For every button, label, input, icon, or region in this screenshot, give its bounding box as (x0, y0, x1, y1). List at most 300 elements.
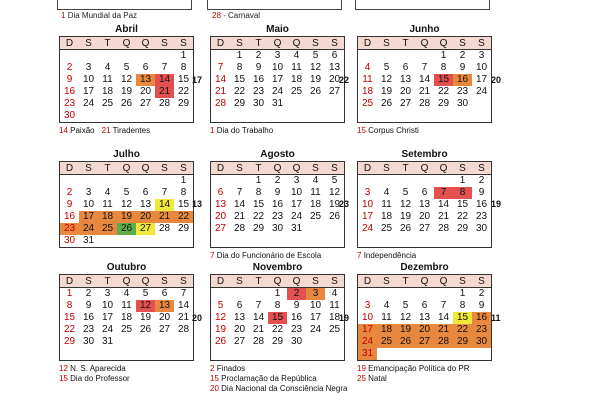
day-cell: 4 (383, 300, 390, 311)
weekday-header: T (396, 37, 415, 50)
day-cell: 5 (312, 50, 319, 61)
holiday-notes (210, 251, 345, 261)
day-cell: 23 (475, 211, 488, 222)
weekday-header: Q (434, 275, 453, 288)
holiday-note (357, 374, 492, 384)
holiday-note (59, 374, 194, 384)
day-cell: 12 (399, 312, 412, 323)
empty-day-cell (98, 175, 117, 188)
day-cell: 25 (361, 98, 374, 109)
day-cell: 20 (328, 74, 341, 85)
day-cell: 2 (478, 288, 485, 299)
empty-day-cell (136, 336, 155, 348)
holiday-note (59, 126, 95, 135)
month-maio (210, 24, 345, 136)
day-cell: 11 (362, 74, 373, 85)
day-cell: 12 (120, 74, 133, 85)
empty-day-cell (434, 288, 453, 301)
empty-day-cell (60, 348, 79, 360)
empty-day-cell (136, 235, 155, 247)
day-cell: 19 (120, 86, 133, 97)
month-dezembro (357, 262, 492, 384)
day-cell: 2 (478, 175, 485, 186)
day-cell: 15 (453, 312, 472, 324)
empty-day-cell (325, 336, 344, 348)
month-novembro (210, 262, 348, 394)
day-cell: 12 (328, 187, 341, 198)
empty-day-cell (434, 235, 453, 247)
day-cell: 23 (456, 86, 469, 97)
day-cell: 14 (214, 74, 227, 85)
day-cell: 18 (120, 312, 133, 323)
empty-day-cell (325, 223, 344, 235)
day-cell: 13 (233, 312, 246, 323)
day-cell: 20 (214, 211, 227, 222)
weekday-header: T (396, 162, 415, 175)
day-cell: 22 (177, 86, 190, 97)
day-cell: 17 (475, 74, 488, 85)
holiday-notes (357, 126, 492, 136)
weekday-header: T (396, 275, 415, 288)
day-cell: 29 (177, 223, 190, 234)
empty-day-cell (377, 235, 396, 247)
day-cell: 18 (98, 211, 117, 223)
empty-day-cell (415, 110, 434, 122)
holiday-day-number: 15 (59, 374, 68, 383)
day-cell: 7 (236, 187, 243, 198)
day-cell: 21 (177, 312, 190, 323)
day-cell: 27 (136, 223, 155, 235)
day-cell: 4 (123, 288, 130, 299)
empty-day-cell (174, 348, 193, 360)
day-cell: 15 (456, 199, 469, 210)
top-note-2: 28 - Carnaval (212, 11, 261, 20)
day-cell: 29 (271, 336, 284, 347)
holiday-day-number: 14 (59, 126, 68, 135)
month-calendar-table (59, 161, 194, 248)
holiday-day-number: 19 (357, 364, 366, 373)
day-cell: 14 (437, 312, 450, 323)
empty-day-cell (136, 348, 155, 360)
day-cell: 6 (142, 187, 149, 198)
day-cell: 6 (402, 62, 409, 73)
day-cell: 11 (381, 199, 392, 210)
day-cell: 25 (120, 324, 133, 335)
top-note-1: 1 Dia Mundial da Paz (61, 11, 138, 20)
day-cell: 13 (136, 74, 155, 86)
weekday-header: S (325, 275, 344, 288)
empty-day-cell (117, 175, 136, 188)
day-cell: 29 (456, 223, 469, 234)
day-cell: 16 (82, 312, 95, 323)
day-cell: 1 (459, 175, 466, 186)
empty-day-cell (174, 336, 193, 348)
weekday-header: T (98, 275, 117, 288)
day-cell: 12 (136, 300, 155, 312)
empty-day-cell (268, 110, 287, 122)
day-cell: 2 (85, 288, 92, 299)
empty-day-cell (453, 110, 472, 122)
day-cell: 16 (63, 86, 76, 97)
empty-day-cell (358, 175, 377, 188)
weekday-header: D (211, 275, 230, 288)
calendar-box-top-middle (207, 0, 342, 10)
day-cell: 10 (82, 74, 95, 85)
day-cell: 18 (101, 86, 114, 97)
day-cell: 16 (475, 199, 488, 210)
month-junho (357, 24, 492, 136)
month-title: Julho (113, 149, 140, 160)
day-cell: 20 (418, 211, 431, 222)
holiday-note (59, 364, 194, 374)
empty-day-cell (155, 348, 174, 360)
empty-day-cell (98, 235, 117, 247)
day-cell: 15 (63, 312, 76, 323)
month-setembro (357, 149, 492, 261)
holiday-day-number: 7 (357, 251, 362, 260)
weekday-header: S (155, 162, 174, 175)
holiday-day-number: 20 (210, 384, 219, 393)
holiday-day-number: 2 (210, 364, 215, 373)
day-cell: 17 (290, 199, 303, 210)
holiday-note (357, 126, 419, 135)
weekday-header: D (60, 162, 79, 175)
day-cell: 21 (437, 211, 450, 222)
month-title: Junho (409, 24, 440, 35)
day-cell: 3 (364, 187, 371, 198)
day-cell: 31 (101, 336, 114, 347)
empty-day-cell (415, 235, 434, 247)
day-cell: 8 (236, 62, 243, 73)
empty-day-cell (306, 336, 325, 348)
day-cell: 28 (177, 324, 190, 335)
weekday-header: Q (415, 37, 434, 50)
empty-day-cell (98, 50, 117, 63)
month-title: Outubro (106, 262, 147, 273)
day-cell: 7 (180, 288, 187, 299)
day-cell: 14 (437, 199, 450, 210)
day-cell: 30 (290, 336, 303, 347)
calendar-box-top-left (57, 0, 192, 10)
weekday-header: S (230, 275, 249, 288)
empty-day-cell (358, 235, 377, 247)
weekday-header: S (306, 37, 325, 50)
empty-day-cell (325, 235, 344, 247)
weekday-header: S (230, 37, 249, 50)
empty-day-cell (174, 235, 193, 247)
month-calendar-table (210, 36, 345, 123)
day-cell: 4 (364, 62, 371, 73)
day-cell: 9 (66, 74, 73, 85)
day-cell: 26 (139, 324, 152, 335)
day-cell: 5 (402, 300, 409, 311)
empty-day-cell (230, 288, 249, 301)
month-title: Abril (115, 24, 138, 35)
weekday-header: S (453, 37, 472, 50)
day-cell: 13 (399, 74, 412, 85)
day-cell: 5 (123, 62, 130, 73)
day-cell: 21 (252, 324, 265, 335)
day-cell: 3 (306, 288, 325, 301)
weekday-header: S (155, 275, 174, 288)
month-calendar-table (210, 161, 345, 248)
day-cell: 6 (142, 62, 149, 73)
month-calendar-table (357, 36, 492, 123)
day-cell: 3 (85, 62, 92, 73)
day-cell: 3 (364, 300, 371, 311)
day-cell: 26 (399, 223, 412, 234)
day-cell: 15 (177, 199, 190, 210)
day-cell: 23 (290, 324, 303, 335)
weekday-header: D (358, 37, 377, 50)
holiday-notes (357, 364, 492, 384)
empty-day-cell (415, 175, 434, 188)
weekday-header: S (79, 162, 98, 175)
weekday-header: Q (415, 162, 434, 175)
day-cell: 9 (459, 62, 466, 73)
day-cell: 17 (82, 86, 95, 97)
day-cell: 24 (82, 98, 95, 109)
empty-day-cell (98, 110, 117, 122)
holiday-note (102, 126, 150, 135)
day-cell: 2 (287, 288, 306, 301)
day-cell: 7 (434, 187, 453, 199)
day-cell: 21 (155, 211, 174, 223)
day-cell: 30 (252, 98, 265, 109)
day-cell: 22 (271, 324, 284, 335)
holiday-notes (59, 126, 194, 136)
weekday-header: Q (268, 37, 287, 50)
day-cell: 28 (158, 98, 171, 109)
school-days-count: 23 (339, 199, 350, 209)
weekday-header: S (155, 37, 174, 50)
weekday-header: Q (117, 162, 136, 175)
empty-day-cell (434, 110, 453, 122)
day-cell: 14 (155, 199, 174, 211)
school-days-count: 13 (192, 199, 203, 209)
weekday-header: S (174, 162, 193, 175)
holiday-name: Emancipação Política do PR (368, 364, 470, 373)
empty-day-cell (117, 50, 136, 63)
day-cell: 13 (418, 312, 431, 323)
empty-day-cell (287, 98, 306, 110)
weekday-header: Q (136, 275, 155, 288)
day-cell: 13 (418, 199, 431, 210)
day-cell: 12 (214, 312, 227, 323)
day-cell: 25 (98, 223, 117, 235)
day-cell: 26 (328, 211, 341, 222)
day-cell: 5 (402, 187, 409, 198)
day-cell: 28 (214, 98, 227, 109)
day-cell: 8 (180, 62, 187, 73)
holiday-notes (210, 126, 345, 136)
day-cell: 2 (66, 62, 73, 73)
holiday-name: N. S. Aparecida (70, 364, 126, 373)
day-cell: 8 (180, 187, 187, 198)
day-cell: 27 (139, 98, 152, 109)
day-cell: 30 (456, 98, 469, 109)
day-cell: 4 (383, 187, 390, 198)
month-title: Novembro (252, 262, 303, 273)
day-cell: 22 (233, 86, 246, 97)
day-cell: 18 (380, 211, 393, 222)
weekday-header: T (98, 162, 117, 175)
day-cell: 30 (271, 223, 284, 234)
holiday-note (210, 364, 345, 374)
day-cell: 9 (478, 300, 485, 311)
month-title: Dezembro (400, 262, 449, 273)
empty-day-cell (287, 110, 306, 122)
day-cell: 13 (328, 62, 341, 73)
weekday-header: S (453, 275, 472, 288)
empty-day-cell (211, 348, 230, 360)
day-cell: 12 (399, 199, 412, 210)
empty-day-cell (472, 235, 491, 247)
day-cell: 1 (274, 288, 281, 299)
day-cell: 13 (139, 199, 152, 210)
day-cell: 10 (309, 300, 322, 311)
empty-day-cell (358, 110, 377, 122)
day-cell: 20 (139, 86, 152, 97)
day-cell: 18 (328, 312, 341, 323)
day-cell: 29 (233, 98, 246, 109)
school-days-count: 17 (192, 75, 203, 85)
weekday-header: Q (287, 162, 306, 175)
empty-day-cell (155, 110, 174, 122)
holiday-name: Finados (216, 364, 246, 373)
day-cell: 23 (82, 324, 95, 335)
day-cell: 28 (233, 223, 246, 234)
day-cell: 12 (309, 62, 322, 73)
empty-day-cell (268, 235, 287, 247)
day-cell: 29 (63, 336, 76, 347)
holiday-note (210, 251, 321, 260)
weekday-header: S (453, 162, 472, 175)
empty-day-cell (472, 98, 491, 110)
empty-day-cell (211, 110, 230, 122)
holiday-day-number: 25 (357, 374, 366, 383)
empty-day-cell (472, 110, 491, 122)
day-cell: 24 (101, 324, 114, 335)
day-cell: 7 (255, 300, 262, 311)
day-cell: 28 (158, 223, 171, 234)
weekday-header: S (472, 275, 491, 288)
day-cell: 15 (177, 74, 190, 85)
weekday-header: T (249, 162, 268, 175)
day-cell: 14 (155, 74, 174, 86)
weekday-header: Q (268, 162, 287, 175)
empty-day-cell (117, 348, 136, 360)
day-cell: 30 (475, 223, 488, 234)
day-cell: 27 (158, 324, 171, 335)
day-cell: 21 (434, 324, 453, 336)
empty-day-cell (136, 110, 155, 122)
holiday-notes (59, 364, 194, 384)
school-days-count: 19 (491, 199, 502, 209)
day-cell: 23 (271, 211, 284, 222)
empty-day-cell (306, 223, 325, 235)
empty-day-cell (415, 288, 434, 301)
weekday-header: D (211, 37, 230, 50)
day-cell: 26 (396, 336, 415, 348)
day-cell: 14 (418, 74, 431, 85)
day-cell: 1 (180, 175, 187, 186)
day-cell: 15 (434, 74, 453, 86)
month-julho (59, 149, 194, 251)
empty-day-cell (377, 348, 396, 360)
empty-day-cell (306, 110, 325, 122)
day-cell: 13 (214, 199, 227, 210)
day-cell: 5 (383, 62, 390, 73)
weekday-header: Q (136, 162, 155, 175)
day-cell: 26 (380, 98, 393, 109)
day-cell: 15 (268, 312, 287, 324)
empty-day-cell (472, 348, 491, 360)
day-cell: 24 (475, 86, 488, 97)
day-cell: 31 (82, 235, 95, 246)
empty-day-cell (155, 50, 174, 63)
day-cell: 2 (255, 50, 262, 61)
empty-day-cell (396, 348, 415, 360)
empty-day-cell (306, 235, 325, 247)
day-cell: 3 (478, 50, 485, 61)
holiday-note (357, 251, 416, 260)
day-cell: 26 (117, 223, 136, 235)
weekday-header: Q (287, 275, 306, 288)
day-cell: 17 (361, 211, 374, 222)
day-cell: 19 (309, 74, 322, 85)
weekday-header: Q (415, 275, 434, 288)
day-cell: 29 (437, 98, 450, 109)
empty-day-cell (415, 50, 434, 63)
empty-day-cell (79, 50, 98, 63)
day-cell: 25 (290, 86, 303, 97)
empty-day-cell (358, 50, 377, 63)
day-cell: 9 (255, 62, 262, 73)
holiday-day-number: 12 (59, 364, 68, 373)
day-cell: 6 (217, 187, 224, 198)
holiday-day-number: 1 (210, 126, 215, 135)
day-cell: 4 (104, 62, 111, 73)
day-cell: 27 (415, 336, 434, 348)
holiday-name: Independência (363, 251, 417, 260)
holiday-name: Corpus Christi (368, 126, 419, 135)
empty-day-cell (211, 235, 230, 247)
day-cell: 2 (274, 175, 281, 186)
weekday-header: Q (117, 37, 136, 50)
day-cell: 20 (136, 211, 155, 223)
month-outubro (59, 262, 194, 384)
day-cell: 25 (309, 211, 322, 222)
day-cell: 8 (274, 300, 281, 311)
day-cell: 10 (290, 187, 303, 198)
day-cell: 28 (418, 98, 431, 109)
day-cell: 24 (309, 324, 322, 335)
day-cell: 10 (361, 312, 374, 323)
day-cell: 9 (66, 199, 73, 210)
day-cell: 28 (252, 336, 265, 347)
day-cell: 24 (290, 211, 303, 222)
empty-day-cell (230, 175, 249, 188)
weekday-header: D (60, 37, 79, 50)
day-cell: 18 (290, 74, 303, 85)
day-cell: 7 (440, 300, 447, 311)
empty-day-cell (249, 288, 268, 301)
day-cell: 30 (63, 235, 76, 246)
empty-day-cell (60, 175, 79, 188)
empty-day-cell (287, 348, 306, 360)
holiday-name: Paixão (70, 126, 95, 135)
